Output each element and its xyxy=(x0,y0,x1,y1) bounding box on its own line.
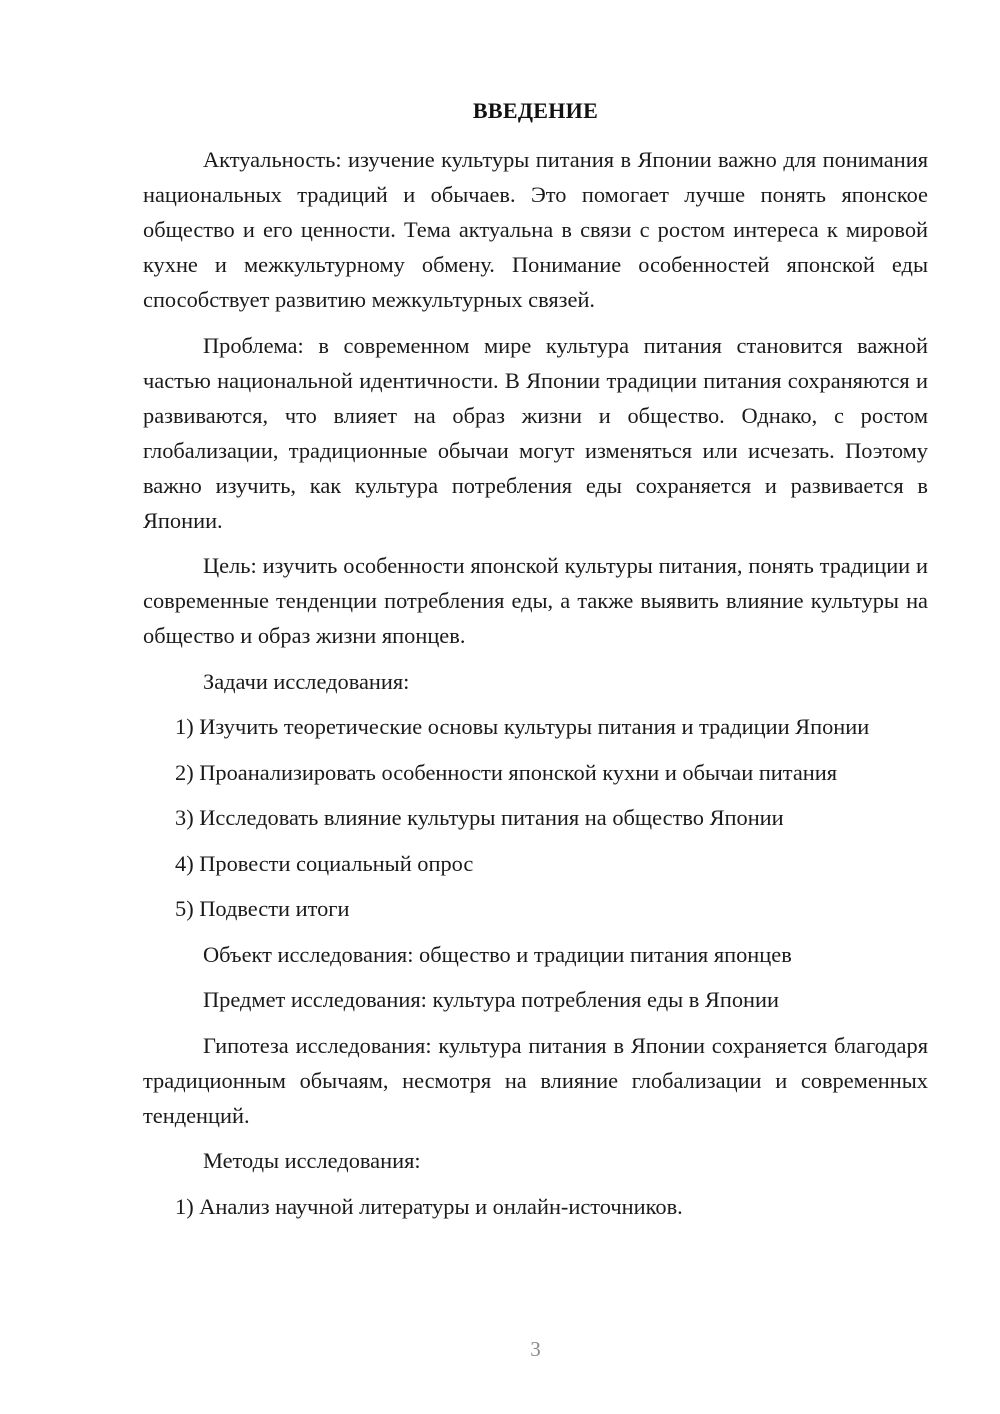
tasks-list xyxy=(143,709,928,926)
methods-heading: Методы исследования: xyxy=(203,1148,421,1173)
problem-paragraph: Проблема: в современном мире культура питания становится важной частью национальной идентичности. В Японии традиции питания сохраняются и развиваются, что влияет на образ жизни и общество. Однако, с ростом глобализации, традиционные обычаи могут изменяться или исчезать. Поэтому важно изучить, как культура потребления еды сохраняется и развивается в Японии. xyxy=(143,332,928,533)
list-item: 2) Проанализировать особенности японской кухни и обычаи питания xyxy=(175,759,838,785)
hypothesis-paragraph: Гипотеза исследования: культура питания в Японии сохраняется благодаря традиционным обычаям, несмотря на влияние глобализации и современных тенденций. xyxy=(143,1032,928,1128)
page-number: 3 xyxy=(530,1337,541,1361)
methods-list xyxy=(143,1189,928,1224)
list-item: 4) Провести социальный опрос xyxy=(175,850,474,876)
list-item: 1) Анализ научной литературы и онлайн-источников. xyxy=(175,1193,683,1219)
list-item: 3) Исследовать влияние культуры питания на общество Японии xyxy=(175,805,784,830)
subject-paragraph: Предмет исследования: культура потребления еды в Японии xyxy=(203,987,779,1012)
page-title: ВВЕДЕНИЕ xyxy=(472,98,599,123)
goal-paragraph: Цель: изучить особенности японской культуры питания, понять традиции и современные тенденции потребления еды, а также выявить влияние культуры на общество и образ жизни японцев. xyxy=(143,553,928,648)
object-paragraph: Объект исследования: общество и традиции питания японцев xyxy=(203,941,792,967)
tasks-heading: Задачи исследования: xyxy=(203,668,410,694)
list-item: 5) Подвести итоги xyxy=(175,896,350,921)
list-item: 1) Изучить теоретические основы культуры питания и традиции Японии xyxy=(175,714,870,739)
document-body xyxy=(143,142,928,1224)
document-page xyxy=(143,0,928,1414)
relevance-paragraph: Актуальность: изучение культуры питания в Японии важно для понимания национальных традиций и обычаев. Это помогает лучше понять японское общество и его ценности. Тема актуальна в связи с ростом интереса к мировой кухне и межкультурному обмену. Понимание особенностей японской еды способствует развитию межкультурных связей. xyxy=(143,147,928,312)
